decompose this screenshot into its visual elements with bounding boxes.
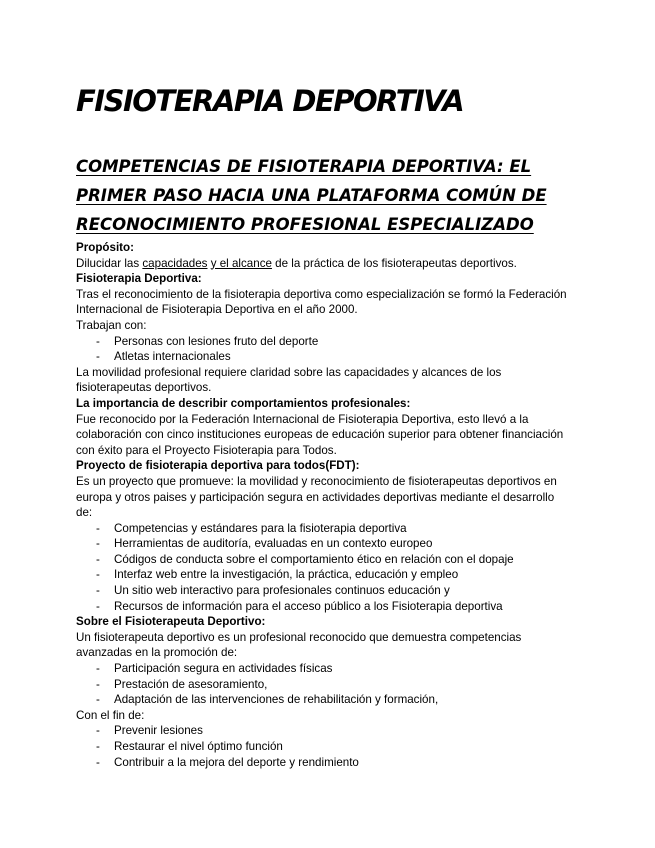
dash-bullet: -: [96, 350, 100, 364]
paragraph-line: Trabajan con:: [76, 318, 147, 332]
paragraph-line: Tras el reconocimiento de la fisioterapia deportiva como especialización se formó la Federación: [76, 287, 567, 301]
proposito-text: Dilucidar las capacidades y el alcance de la práctica de los fisioterapeutas deportivos.: [76, 256, 517, 270]
paragraph-line: europa y otros paises y participación segura en actividades deportivas mediante el desarrollo: [76, 490, 555, 504]
list-item: - Participación segura en actividades físicas: [96, 662, 333, 676]
section-heading-importancia: La importancia de describir comportamientos profesionales:: [76, 396, 411, 410]
section-heading-proyecto: Proyecto de fisioterapia deportiva para todos(FDT):: [76, 459, 360, 473]
paragraph-line: Fue reconocido por la Federación Internacional de Fisioterapia Deportiva, esto llevó a la: [76, 412, 529, 426]
subtitle-line: COMPETENCIAS DE FISIOTERAPIA DEPORTIVA: EL: [76, 157, 532, 176]
paragraph-line: Internacional de Fisioterapia Deportiva en el año 2000.: [76, 303, 358, 317]
list-item: - Prestación de asesoramiento,: [96, 677, 268, 691]
list-proyecto: [76, 521, 576, 615]
subtitle-line: PRIMER PASO HACIA UNA PLATAFORMA COMÚN DE: [76, 186, 547, 205]
section-heading-proposito: Propósito:: [76, 241, 134, 254]
dash-bullet: -: [96, 693, 100, 707]
dash-bullet: -: [96, 568, 100, 582]
list-promocion: [76, 661, 576, 708]
list-item: - Atletas internacionales: [96, 350, 231, 364]
list-item: - Códigos de conducta sobre el comportamiento ético en relación con el dopaje: [96, 552, 514, 566]
list-item: - Personas con lesiones fruto del deporte: [96, 334, 319, 348]
list-item: - Un sitio web interactivo para profesionales continuos educación y: [96, 584, 450, 598]
dash-bullet: -: [96, 599, 100, 613]
list-item: - Adaptación de las intervenciones de rehabilitación y formación,: [96, 693, 439, 707]
dash-bullet: -: [96, 724, 100, 738]
paragraph-line: Un fisioterapeuta deportivo es un profesional reconocido que demuestra competencias: [76, 630, 522, 644]
dash-bullet: -: [96, 334, 100, 348]
list-item: - Contribuir a la mejora del deporte y rendimiento: [96, 755, 359, 769]
dash-bullet: -: [96, 584, 100, 598]
section-heading-sobre: Sobre el Fisioterapeuta Deportivo:: [76, 615, 266, 629]
paragraph-line: Es un proyecto que promueve: la movilidad y reconocimiento de fisioterapeutas deportivos en: [76, 474, 557, 488]
paragraph-line: con éxito para el Proyecto Fisioterapia para Todos.: [76, 443, 337, 457]
dash-bullet: -: [96, 755, 100, 769]
paragraph-line: fisioterapeutas deportivos.: [76, 381, 212, 395]
dash-bullet: -: [96, 677, 100, 691]
list-item: - Interfaz web entre la investigación, la práctica, educación y empleo: [96, 568, 459, 582]
dash-bullet: -: [96, 537, 100, 551]
paragraph-line: avanzadas en la promoción de:: [76, 646, 238, 660]
list-item: - Competencias y estándares para la fisioterapia deportiva: [96, 521, 407, 535]
paragraph-line: de:: [76, 506, 93, 520]
list-item: - Herramientas de auditoría, evaluadas en un contexto europeo: [96, 537, 433, 551]
underlined-capacidades: capacidades: [142, 256, 208, 270]
dash-bullet: -: [96, 740, 100, 753]
document-subtitle: [76, 152, 576, 239]
subtitle-line: RECONOCIMIENTO PROFESIONAL ESPECIALIZADO: [76, 215, 534, 234]
list-fin: [76, 723, 576, 770]
paragraph-line: La movilidad profesional requiere claridad sobre las capacidades y alcances de los: [76, 365, 502, 379]
list-item: - Prevenir lesiones: [96, 724, 203, 738]
dash-bullet: -: [96, 662, 100, 676]
section-heading-fisioterapia-deportiva: Fisioterapia Deportiva:: [76, 272, 202, 286]
paragraph-line: colaboración con cinco instituciones europeas de educación superior para obtener financiación: [76, 428, 564, 442]
dash-bullet: -: [96, 521, 100, 535]
dash-bullet: -: [96, 552, 100, 566]
list-trabajan-con: [76, 334, 576, 365]
document-body: [76, 240, 576, 770]
underlined-alcance: y el alcance: [210, 256, 272, 270]
list-item: - Restaurar el nivel óptimo función: [96, 740, 283, 753]
document-title: FISIOTERAPIA DEPORTIVA: [76, 84, 464, 118]
paragraph-line: Con el fin de:: [76, 708, 145, 722]
list-item: - Recursos de información para el acceso público a los Fisioterapia deportiva: [96, 599, 503, 613]
